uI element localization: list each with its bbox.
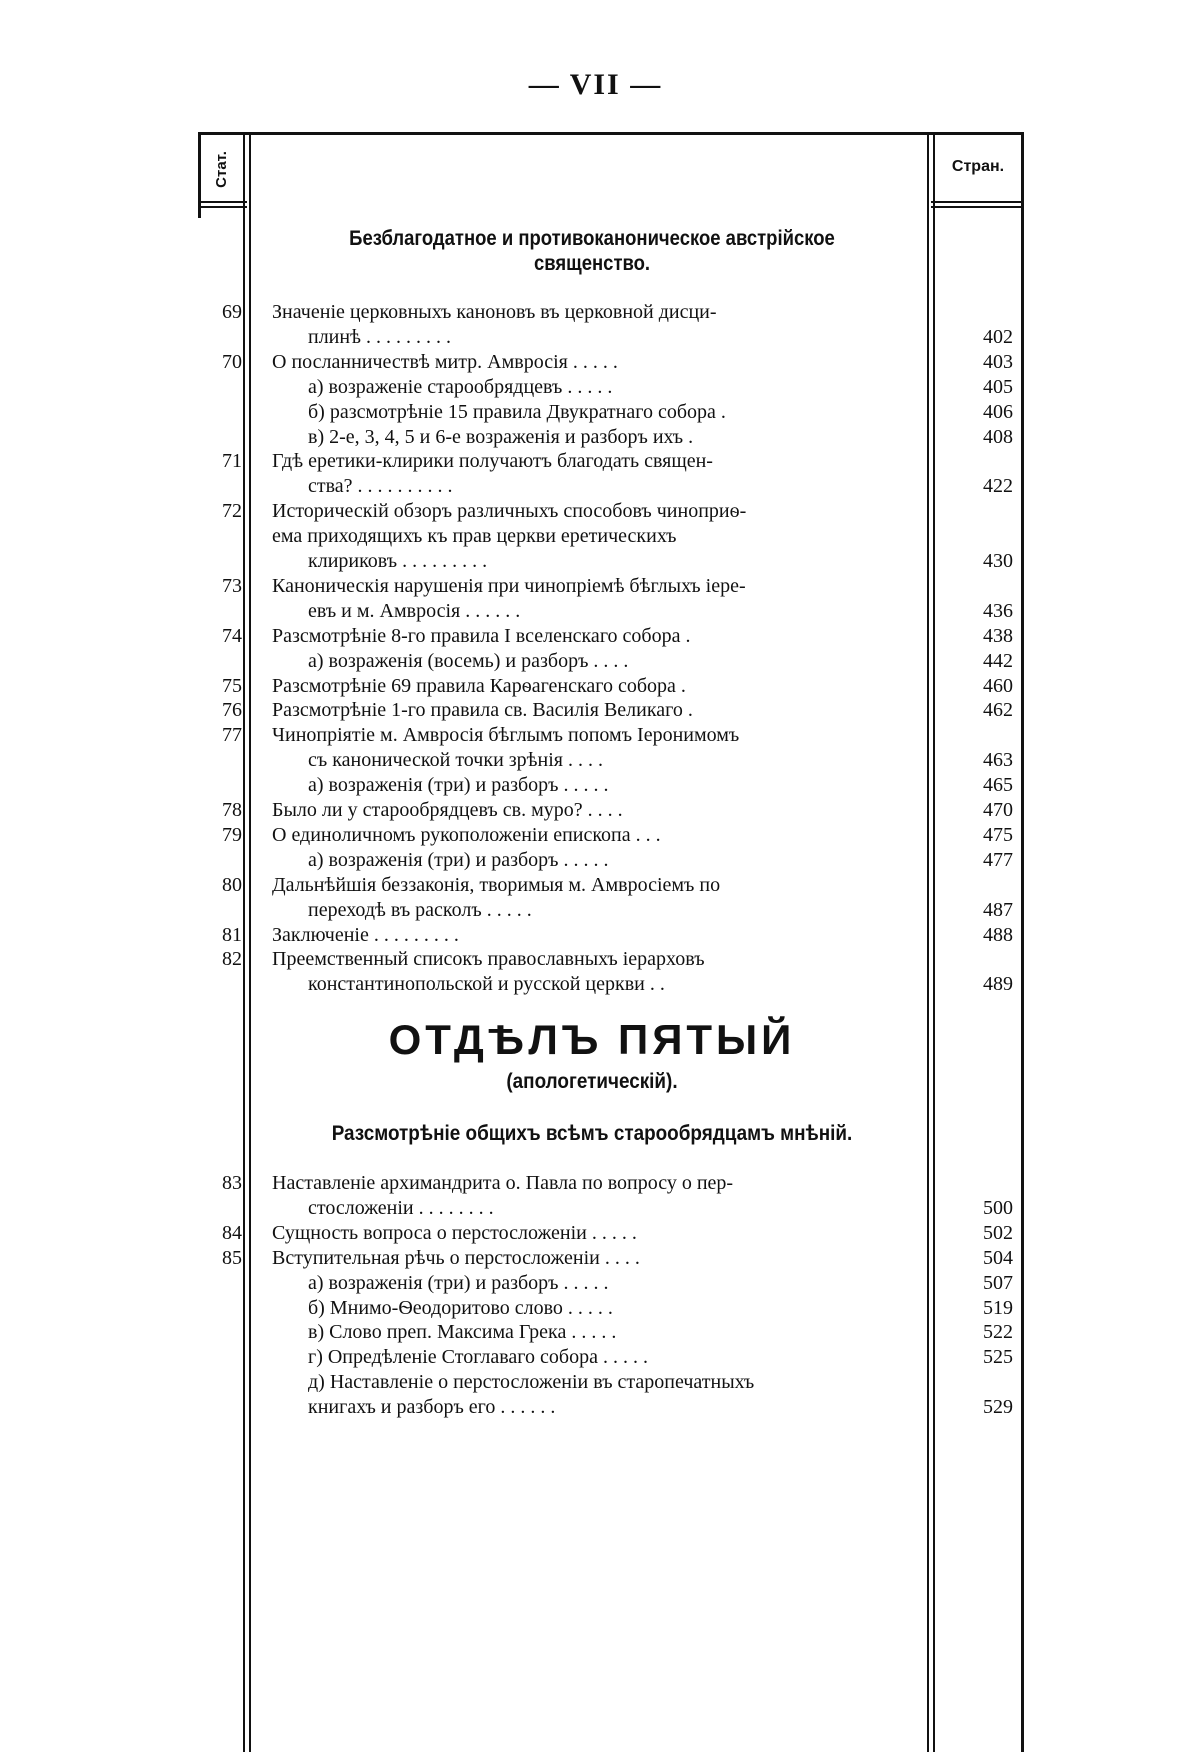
entry-text-line: Наставленіе архимандрита о. Павла по вопросу о пер- — [272, 1172, 734, 1194]
entry-article-number: 82 — [222, 948, 242, 971]
entry-article-number: 71 — [222, 450, 242, 473]
entry-article-number: 70 — [222, 350, 242, 373]
entry-page-number: 475 — [983, 823, 1013, 846]
entry-page-number: 519 — [983, 1296, 1013, 1319]
entry-text-line: Вступительная рѣчь о перстосложеніи . . . . — [272, 1246, 640, 1269]
section-title-2: Разсмотрѣніе общихъ всѣмъ старообрядцамъ мнѣній. — [331, 1122, 853, 1145]
section-title: Безблагодатное и противоканоническое австрійское священство. — [349, 227, 835, 275]
entry-text-line: Каноническія нарушенія при чинопріемѣ бѣглыхъ iере- — [272, 574, 746, 597]
entry-page-number: 438 — [983, 624, 1013, 647]
entry-page-number: 465 — [983, 774, 1013, 797]
entry-text-line: б) разсмотрѣніе 15 правила Двукратнаго собора . — [308, 400, 726, 423]
entry-text-line: Было ли у старообрядцевъ св. муро? . . . . — [272, 799, 623, 821]
entry-text-line: съ канонической точки зрѣнія . . . . — [308, 749, 603, 772]
entry-page-number: 463 — [983, 749, 1013, 772]
entry-text-line: Сущность вопроса о перстосложеніи . . . . . — [272, 1221, 637, 1244]
entry-article-number: 81 — [222, 923, 242, 946]
entry-text-line: евъ и м. Амвросія . . . . . . — [308, 599, 521, 622]
entry-text-line: клириковъ . . . . . . . . . — [308, 549, 488, 572]
entry-page-number: 442 — [983, 649, 1013, 672]
entry-article-number: 77 — [222, 724, 242, 747]
entry-page-number: 529 — [983, 1396, 1013, 1419]
column-rule — [927, 132, 929, 1752]
entry-text-line: плинѣ . . . . . . . . . — [308, 325, 451, 348]
entry-page-number: 507 — [983, 1271, 1013, 1294]
entry-text-line: в) 2-е, 3, 4, 5 и 6-е возраженія и разборъ ихъ . — [308, 425, 694, 448]
entry-page-number: 406 — [983, 400, 1013, 423]
entry-page-number: 402 — [983, 325, 1013, 348]
part-subtitle: (апологетическій). — [506, 1070, 678, 1093]
entry-article-number: 74 — [222, 624, 242, 647]
entry-text-line: Гдѣ еретики-клирики получаютъ благодать священ- — [272, 450, 713, 473]
entry-page-number: 405 — [983, 375, 1013, 398]
entry-article-number: 79 — [222, 823, 242, 846]
page-number: — VII — — [528, 68, 663, 101]
entry-page-number: 504 — [983, 1246, 1013, 1269]
entry-text-line: а) возраженія (восемь) и разборъ . . . . — [308, 649, 629, 672]
entry-text-line: Разсмотрѣніе 8-го правила I вселенскаго собора . — [272, 624, 691, 647]
entry-page-number: 477 — [983, 848, 1013, 871]
entry-text-line: в) Слово преп. Максима Грека . . . . . — [308, 1321, 617, 1344]
entry-page-number: 487 — [983, 898, 1013, 921]
entry-page-number: 403 — [983, 350, 1013, 373]
entry-page-number: 470 — [983, 799, 1013, 821]
entry-article-number: 80 — [222, 873, 242, 896]
entry-text-line: а) возраженія (три) и разборъ . . . . . — [308, 1271, 609, 1294]
entry-text-line: константинопольской и русской церкви . . — [308, 973, 665, 996]
entry-text-line: Чинопріятіе м. Амвросія бѣглымъ попомъ Іеронимомъ — [272, 724, 740, 747]
entry-text-line: Преемственный списокъ православныхъ iерарховъ — [272, 948, 705, 971]
entry-page-number: 408 — [983, 425, 1013, 448]
header-rule — [931, 206, 1023, 208]
header-rule — [198, 201, 247, 203]
entry-page-number: 522 — [983, 1321, 1013, 1344]
entry-text-line: а) возраженія (три) и разборъ . . . . . — [308, 848, 609, 871]
entry-text-line: д) Наставленіе о перстосложеніи въ старопечатныхъ — [308, 1371, 755, 1394]
entry-text-line: О единоличномъ рукоположеніи епископа . . . — [272, 823, 661, 846]
entry-text-line: книгахъ и разборъ его . . . . . . — [308, 1396, 556, 1419]
entry-text-line: г) Опредѣленіе Стоглаваго собора . . . . . — [308, 1346, 648, 1369]
entry-page-number: 500 — [983, 1196, 1013, 1219]
entry-text-line: б) Мнимо-Ѳеодоритово слово . . . . . — [308, 1296, 613, 1319]
entry-text-line: Разсмотрѣніе 1-го правила св. Василія Великаго . — [272, 699, 693, 722]
entry-page-number: 502 — [983, 1221, 1013, 1244]
entry-page-number: 460 — [983, 674, 1013, 697]
header-rule — [931, 201, 1023, 203]
entry-page-number: 525 — [983, 1346, 1013, 1369]
entry-article-number: 75 — [222, 674, 242, 697]
entry-article-number: 76 — [222, 699, 242, 722]
entry-article-number: 72 — [222, 500, 242, 523]
column-header-article — [200, 140, 242, 198]
entry-article-number: 69 — [222, 301, 242, 323]
entry-text-line: а) возраженія (три) и разборъ . . . . . — [308, 774, 609, 797]
entry-article-number: 78 — [222, 799, 242, 821]
column-header-page: Стран. — [951, 158, 1005, 175]
column-rule — [1021, 132, 1024, 1752]
part-title: ОТДѢЛЪ ПЯТЫЙ — [388, 1016, 796, 1063]
entry-text-line: Заключеніе . . . . . . . . . — [272, 923, 459, 946]
column-rule — [249, 132, 251, 1752]
entry-article-number: 83 — [222, 1172, 242, 1194]
header-rule — [198, 206, 247, 208]
entry-page-number: 436 — [983, 599, 1013, 622]
entry-page-number: 462 — [983, 699, 1013, 722]
table-top-rule — [198, 132, 1024, 135]
entry-text-line: переходѣ въ расколъ . . . . . — [308, 898, 532, 921]
entry-text-line: а) возраженіе старообрядцевъ . . . . . — [308, 375, 613, 398]
column-rule — [243, 132, 245, 1752]
entry-text-line: Значеніе церковныхъ каноновъ въ церковной дисци- — [272, 301, 717, 323]
entry-text-line: Разсмотрѣніе 69 правила Карѳагенскаго собора . — [272, 674, 686, 697]
entry-text-line: Дальнѣйшія беззаконія, творимыя м. Амвросіемъ по — [272, 873, 721, 896]
entry-text-line: стосложеніи . . . . . . . . — [308, 1196, 494, 1219]
entry-text-line: ства? . . . . . . . . . . — [308, 475, 453, 498]
entry-page-number: 422 — [983, 475, 1013, 498]
entry-text-line: ема приходящихъ къ прав церкви еретическихъ — [272, 525, 677, 548]
entry-text-line: Историческій обзоръ различныхъ способовъ чиноприѳ- — [272, 500, 747, 523]
entry-article-number: 84 — [222, 1221, 242, 1244]
entry-page-number: 430 — [983, 549, 1013, 572]
column-header-article-label: Стат. — [212, 150, 230, 188]
entry-article-number: 73 — [222, 574, 242, 597]
entry-article-number: 85 — [222, 1246, 242, 1269]
entry-page-number: 489 — [983, 973, 1013, 996]
entry-text-line: О посланничествѣ митр. Амвросія . . . . . — [272, 350, 618, 373]
entry-page-number: 488 — [983, 923, 1013, 946]
